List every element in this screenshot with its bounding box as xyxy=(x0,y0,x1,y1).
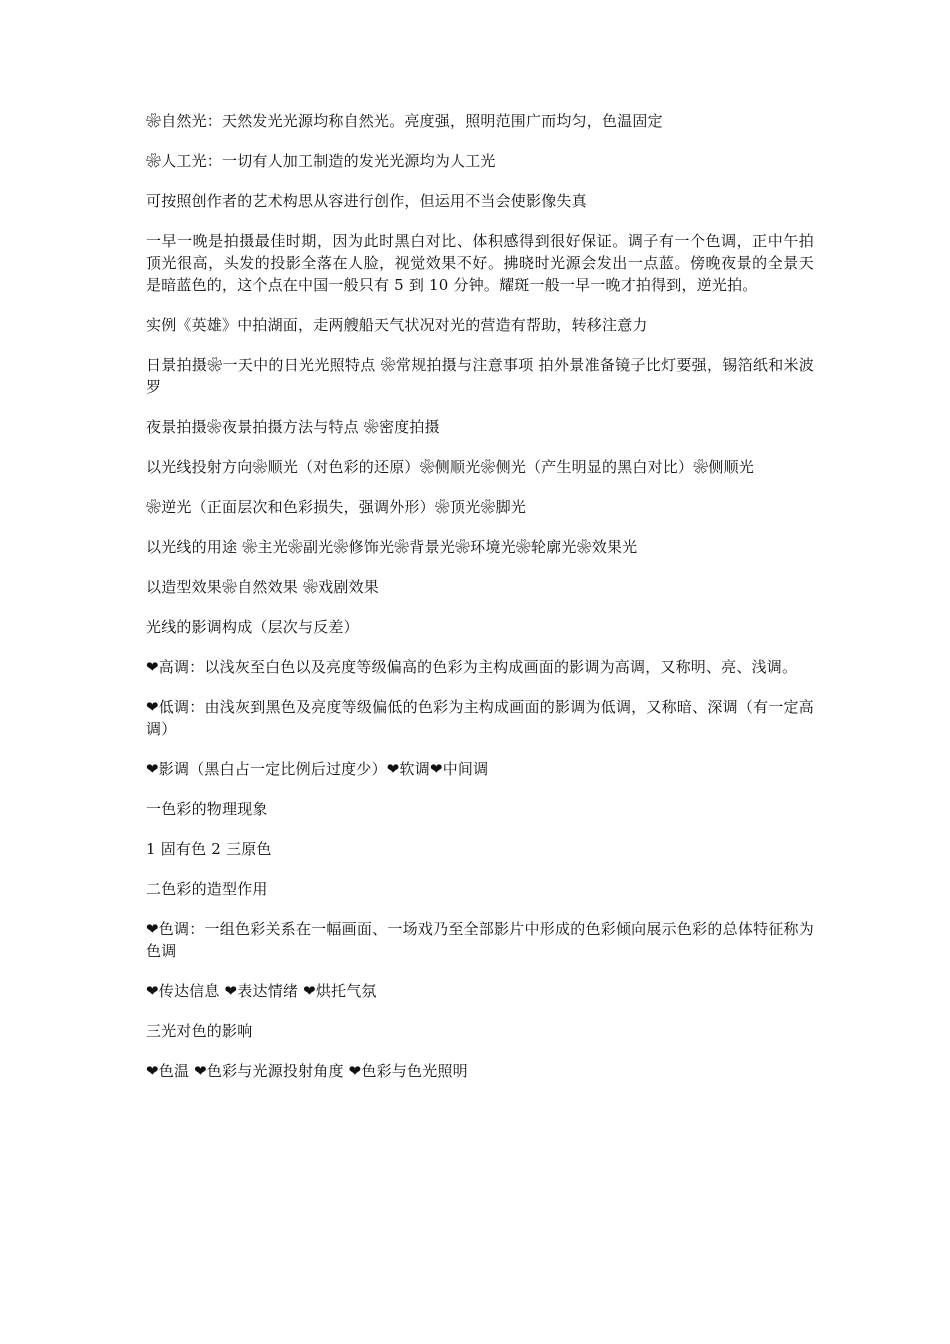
paragraph-hero-example: 实例《英雄》中拍湖面，走两艘船天气状况对光的营造有帮助，转移注意力 xyxy=(146,316,648,334)
paragraph-best-shooting-time: 一早一晚是拍摄最佳时期，因为此时黑白对比、体积感得到很好保证。调子有一个色调，正中午拍顶光很高，头发的投影全落在人脸，视觉效果不好。拂晓时光源会发出一点蓝。傍晚夜景的全景天是暗蓝色的，这个点在中国一般只有 5 到 10 分钟。耀斑一般一早一晚才拍得到，逆光拍。 xyxy=(146,232,814,294)
paragraph-back-light: ❀逆光（正面层次和色彩损失，强调外形）❀顶光❀脚光 xyxy=(146,498,527,516)
paragraph-inherent-primary-colors: 1 固有色 2 三原色 xyxy=(146,840,272,858)
paragraph-artificial-light: ❀人工光：一切有人加工制造的发光光源均为人工光 xyxy=(146,152,496,170)
paragraph-color-temperature: ❤色温 ❤色彩与光源投射角度 ❤色彩与色光照明 xyxy=(146,1062,468,1080)
paragraph-tone-types: ❤影调（黑白占一定比例后过度少）❤软调❤中间调 xyxy=(146,760,489,778)
paragraph-tonal-composition: 光线的影调构成（层次与反差） xyxy=(146,618,359,636)
heading-color-physics: 一色彩的物理现象 xyxy=(146,800,268,818)
paragraph-modeling-effect: 以造型效果❀自然效果 ❀戏剧效果 xyxy=(146,578,379,596)
paragraph-artistic-concept: 可按照创作者的艺术构思从容进行创作，但运用不当会使影像失真 xyxy=(146,192,587,210)
paragraph-low-key: ❤低调：由浅灰到黑色及亮度等级偏低的色彩为主构成画面的影调为低调，又称暗、深调（有一定高调） xyxy=(146,698,814,738)
paragraph-light-usage: 以光线的用途 ❀主光❀副光❀修饰光❀背景光❀环境光❀轮廓光❀效果光 xyxy=(146,538,638,556)
paragraph-color-tone: ❤色调：一组色彩关系在一幅画面、一场戏乃至全部影片中形成的色彩倾向展示色彩的总体特征称为色调 xyxy=(146,920,814,960)
paragraph-natural-light: ❀自然光：天然发光光源均称自然光。亮度强，照明范围广而均匀，色温固定 xyxy=(146,112,663,130)
paragraph-high-key: ❤高调：以浅灰至白色以及亮度等级偏高的色彩为主构成画面的影调为高调，又称明、亮、浅调。 xyxy=(146,658,798,676)
paragraph-light-direction: 以光线投射方向❀顺光（对色彩的还原）❀侧顺光❀侧光（产生明显的黑白对比）❀侧顺光 xyxy=(146,458,755,476)
paragraph-daytime-shooting: 日景拍摄❀一天中的日光光照特点 ❀常规拍摄与注意事项 拍外景准备镜子比灯要强，锡箔纸和米波罗 xyxy=(146,356,814,396)
heading-light-on-color: 三光对色的影响 xyxy=(146,1022,253,1040)
heading-color-modeling: 二色彩的造型作用 xyxy=(146,880,268,898)
paragraph-color-functions: ❤传达信息 ❤表达情绪 ❤烘托气氛 xyxy=(146,982,377,1000)
document-body xyxy=(146,110,814,1100)
paragraph-night-shooting: 夜景拍摄❀夜景拍摄方法与特点 ❀密度拍摄 xyxy=(146,418,440,436)
